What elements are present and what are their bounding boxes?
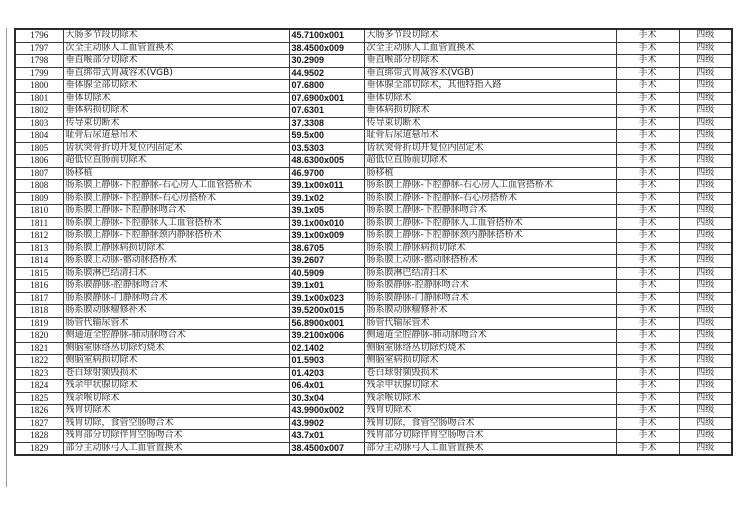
row-number-cell: 1813 [15,242,63,255]
row-number-cell: 1806 [15,155,63,168]
code-cell: 38.4500x007 [289,442,364,455]
category-cell: 手术 [616,442,679,455]
row-number-cell: 1807 [15,167,63,180]
level-cell: 四级 [679,380,732,393]
code-cell: 39.1x00x009 [289,230,364,243]
category-cell: 手术 [616,92,679,105]
level-cell: 四级 [679,305,732,318]
level-cell: 四级 [679,142,732,155]
row-number-cell: 1812 [15,230,63,243]
code-cell: 43.7x01 [289,430,364,443]
procedure-name-cell: 垂体腺全部切除术 [63,80,289,93]
procedure-name-cell: 肠系膜上静脉-下腔静脉人工血管搭桥术 [63,217,289,230]
code-cell: 07.6900x001 [289,92,364,105]
table-row [15,292,732,305]
category-cell: 手术 [616,29,679,42]
level-cell: 四级 [679,180,732,193]
code-cell: 46.9700 [289,167,364,180]
procedure-name-cell: 次全主动脉人工血管置换术 [63,42,289,55]
procedure-name-cell: 超低位直肠前切除术 [63,155,289,168]
category-cell: 手术 [616,230,679,243]
procedure-name-2-cell: 肠系膜上静脉-下腔静脉颈内静脉搭桥术 [364,230,616,243]
procedure-name-cell: 垂直喉部分切除术 [63,55,289,68]
table-row [15,230,732,243]
code-cell: 39.2100x006 [289,330,364,343]
level-cell: 四级 [679,167,732,180]
procedure-name-2-cell: 苍白球射频毁损术 [364,367,616,380]
category-cell: 手术 [616,342,679,355]
table-row [15,367,732,380]
procedure-name-cell: 侧脑室脉络丛切除灼烧术 [63,342,289,355]
row-number-cell: 1818 [15,305,63,318]
row-number-cell: 1826 [15,405,63,418]
code-cell: 39.5200x015 [289,305,364,318]
level-cell: 四级 [679,367,732,380]
procedure-name-2-cell: 残余喉切除术 [364,392,616,405]
procedure-name-cell: 耻骨后尿道悬吊术 [63,130,289,143]
category-cell: 手术 [616,267,679,280]
table-row [15,192,732,205]
row-number-cell: 1819 [15,317,63,330]
procedure-name-2-cell: 肠系膜上静脉-下腔静脉人工血管搭桥术 [364,217,616,230]
code-cell: 03.5303 [289,142,364,155]
level-cell: 四级 [679,405,732,418]
code-cell: 07.6800 [289,80,364,93]
level-cell: 四级 [679,92,732,105]
category-cell: 手术 [616,217,679,230]
table-row [15,242,732,255]
level-cell: 四级 [679,330,732,343]
code-cell: 39.1x01 [289,280,364,293]
row-number-cell: 1801 [15,92,63,105]
procedure-name-cell: 残胃切除，食管空肠吻合术 [63,417,289,430]
level-cell: 四级 [679,117,732,130]
table-row [15,117,732,130]
code-cell: 39.1x05 [289,205,364,218]
table-row [15,355,732,368]
table-row [15,217,732,230]
table-row [15,205,732,218]
row-number-cell: 1828 [15,430,63,443]
procedure-name-cell: 侧通道全腔静脉-肺动脉吻合术 [63,330,289,343]
category-cell: 手术 [616,292,679,305]
table-row [15,392,732,405]
row-number-cell: 1805 [15,142,63,155]
category-cell: 手术 [616,255,679,268]
category-cell: 手术 [616,330,679,343]
code-cell: 39.1x02 [289,192,364,205]
level-cell: 四级 [679,192,732,205]
table-row [15,405,732,418]
row-number-cell: 1802 [15,105,63,118]
row-number-cell: 1815 [15,267,63,280]
code-cell: 39.2607 [289,255,364,268]
table-row [15,92,732,105]
procedure-name-2-cell: 齿状突骨折切开复位内固定术 [364,142,616,155]
code-cell: 38.4500x009 [289,42,364,55]
level-cell: 四级 [679,230,732,243]
table-row [15,380,732,393]
level-cell: 四级 [679,67,732,80]
procedure-name-2-cell: 大肠多节段切除术 [364,29,616,42]
procedure-name-cell: 肠系膜上静脉-下腔静脉颈内静脉搭桥术 [63,230,289,243]
row-number-cell: 1829 [15,442,63,455]
row-number-cell: 1799 [15,67,63,80]
table-row [15,305,732,318]
row-number-cell: 1825 [15,392,63,405]
row-number-cell: 1810 [15,205,63,218]
table-row [15,155,732,168]
table-row [15,105,732,118]
category-cell: 手术 [616,167,679,180]
category-cell: 手术 [616,405,679,418]
procedure-name-2-cell: 部分主动脉弓人工血管置换术 [364,442,616,455]
procedure-name-2-cell: 侧脑室脉络丛切除灼烧术 [364,342,616,355]
procedure-name-cell: 部分主动脉弓人工血管置换术 [63,442,289,455]
category-cell: 手术 [616,117,679,130]
procedure-name-2-cell: 垂直绑带式胃减容术(VGB) [364,67,616,80]
page-edge-line [6,28,7,487]
category-cell: 手术 [616,80,679,93]
code-cell: 39.1x00x011 [289,180,364,193]
procedure-name-cell: 肠系膜静脉-腔静脉吻合术 [63,280,289,293]
level-cell: 四级 [679,155,732,168]
table-row [15,80,732,93]
procedure-name-2-cell: 垂体病损切除术 [364,105,616,118]
procedure-name-2-cell: 肠系膜静脉-腔静脉吻合术 [364,280,616,293]
level-cell: 四级 [679,355,732,368]
table-row [15,180,732,193]
procedure-name-cell: 残胃部分切除伴胃空肠吻合术 [63,430,289,443]
category-cell: 手术 [616,317,679,330]
code-cell: 30.2909 [289,55,364,68]
row-number-cell: 1808 [15,180,63,193]
table-row [15,29,732,42]
table-row [15,317,732,330]
level-cell: 四级 [679,417,732,430]
procedure-name-cell: 肠系膜上静脉-下腔静脉-右心房搭桥术 [63,192,289,205]
level-cell: 四级 [679,130,732,143]
level-cell: 四级 [679,342,732,355]
category-cell: 手术 [616,42,679,55]
code-cell: 48.6300x005 [289,155,364,168]
procedure-name-2-cell: 肠系膜淋巴结清扫术 [364,267,616,280]
level-cell: 四级 [679,55,732,68]
procedure-table-body [15,29,732,455]
row-number-cell: 1822 [15,355,63,368]
row-number-cell: 1804 [15,130,63,143]
table-row [15,130,732,143]
code-cell: 56.8900x001 [289,317,364,330]
level-cell: 四级 [679,430,732,443]
procedure-name-cell: 肠系膜静脉-门静脉吻合术 [63,292,289,305]
procedure-name-cell: 垂体病损切除术 [63,105,289,118]
row-number-cell: 1803 [15,117,63,130]
table-row [15,267,732,280]
code-cell: 39.1x00x010 [289,217,364,230]
category-cell: 手术 [616,142,679,155]
row-number-cell: 1823 [15,367,63,380]
code-cell: 37.3308 [289,117,364,130]
category-cell: 手术 [616,280,679,293]
code-cell: 43.9900x002 [289,405,364,418]
row-number-cell: 1798 [15,55,63,68]
row-number-cell: 1816 [15,280,63,293]
procedure-name-cell: 残余甲状腺切除术 [63,380,289,393]
table-row [15,67,732,80]
procedure-name-2-cell: 残胃切除术 [364,405,616,418]
level-cell: 四级 [679,255,732,268]
row-number-cell: 1817 [15,292,63,305]
category-cell: 手术 [616,392,679,405]
category-cell: 手术 [616,180,679,193]
table-row [15,342,732,355]
procedure-name-2-cell: 肠系膜上静脉病损切除术 [364,242,616,255]
row-number-cell: 1821 [15,342,63,355]
procedure-name-2-cell: 垂体腺全部切除术，其他特指入路 [364,80,616,93]
table-row [15,142,732,155]
code-cell: 59.5x00 [289,130,364,143]
level-cell: 四级 [679,217,732,230]
code-cell: 45.7100x001 [289,29,364,42]
procedure-name-cell: 齿状突骨折切开复位内固定术 [63,142,289,155]
procedure-name-2-cell: 残胃部分切除伴胃空肠吻合术 [364,430,616,443]
table-row [15,167,732,180]
category-cell: 手术 [616,355,679,368]
procedure-name-2-cell: 超低位直肠前切除术 [364,155,616,168]
procedure-name-2-cell: 肠管代输尿管术 [364,317,616,330]
row-number-cell: 1796 [15,29,63,42]
level-cell: 四级 [679,242,732,255]
procedure-name-2-cell: 垂直喉部分切除术 [364,55,616,68]
procedure-name-cell: 肠管代输尿管术 [63,317,289,330]
code-cell: 43.9902 [289,417,364,430]
procedure-name-2-cell: 次全主动脉人工血管置换术 [364,42,616,55]
procedure-name-2-cell: 残余甲状腺切除术 [364,380,616,393]
procedure-name-cell: 肠系膜上静脉-下腔静脉-右心房人工血管搭桥术 [63,180,289,193]
code-cell: 38.6705 [289,242,364,255]
row-number-cell: 1820 [15,330,63,343]
category-cell: 手术 [616,305,679,318]
level-cell: 四级 [679,292,732,305]
level-cell: 四级 [679,205,732,218]
procedure-name-2-cell: 肠系膜上动脉-髂动脉搭桥术 [364,255,616,268]
procedure-name-cell: 传导束切断术 [63,117,289,130]
category-cell: 手术 [616,417,679,430]
row-number-cell: 1800 [15,80,63,93]
category-cell: 手术 [616,105,679,118]
level-cell: 四级 [679,267,732,280]
code-cell: 30.3x04 [289,392,364,405]
procedure-name-2-cell: 传导束切断术 [364,117,616,130]
code-cell: 01.4203 [289,367,364,380]
procedure-name-cell: 肠移植 [63,167,289,180]
table-row [15,280,732,293]
procedure-name-cell: 肠系膜淋巴结清扫术 [63,267,289,280]
table-row [15,430,732,443]
procedure-name-cell: 残胃切除术 [63,405,289,418]
procedure-name-2-cell: 肠系膜静脉-门静脉吻合术 [364,292,616,305]
code-cell: 40.5909 [289,267,364,280]
table-row [15,255,732,268]
code-cell: 01.5903 [289,355,364,368]
procedure-name-2-cell: 侧脑室病损切除术 [364,355,616,368]
procedure-name-cell: 肠系膜上动脉-髂动脉搭桥术 [63,255,289,268]
procedure-name-2-cell: 垂体切除术 [364,92,616,105]
level-cell: 四级 [679,392,732,405]
row-number-cell: 1824 [15,380,63,393]
category-cell: 手术 [616,242,679,255]
code-cell: 44.9502 [289,67,364,80]
procedure-name-cell: 垂体切除术 [63,92,289,105]
row-number-cell: 1811 [15,217,63,230]
procedure-name-cell: 苍白球射频毁损术 [63,367,289,380]
category-cell: 手术 [616,205,679,218]
procedure-name-cell: 垂直绑带式胃减容术(VGB) [63,67,289,80]
procedure-name-2-cell: 肠系膜上静脉-下腔静脉-右心房人工血管搭桥术 [364,180,616,193]
level-cell: 四级 [679,80,732,93]
procedure-name-2-cell: 肠移植 [364,167,616,180]
procedure-name-cell: 大肠多节段切除术 [63,29,289,42]
procedure-name-2-cell: 残胃切除，食管空肠吻合术 [364,417,616,430]
category-cell: 手术 [616,130,679,143]
procedure-name-cell: 肠系膜上静脉病损切除术 [63,242,289,255]
table-row [15,417,732,430]
level-cell: 四级 [679,105,732,118]
row-number-cell: 1814 [15,255,63,268]
level-cell: 四级 [679,29,732,42]
table-row [15,42,732,55]
category-cell: 手术 [616,380,679,393]
procedure-name-cell: 肠系膜动脉瘤修补术 [63,305,289,318]
row-number-cell: 1809 [15,192,63,205]
level-cell: 四级 [679,317,732,330]
procedure-name-2-cell: 侧通道全腔静脉-肺动脉吻合术 [364,330,616,343]
table-row [15,442,732,455]
level-cell: 四级 [679,280,732,293]
category-cell: 手术 [616,55,679,68]
code-cell: 06.4x01 [289,380,364,393]
table-row [15,55,732,68]
procedure-name-cell: 残余喉切除术 [63,392,289,405]
category-cell: 手术 [616,67,679,80]
procedure-name-2-cell: 耻骨后尿道悬吊术 [364,130,616,143]
code-cell: 07.6301 [289,105,364,118]
category-cell: 手术 [616,192,679,205]
code-cell: 02.1402 [289,342,364,355]
category-cell: 手术 [616,367,679,380]
level-cell: 四级 [679,442,732,455]
procedure-name-2-cell: 肠系膜上静脉-下腔静脉-右心房搭桥术 [364,192,616,205]
procedure-name-2-cell: 肠系膜上静脉-下腔静脉吻合术 [364,205,616,218]
row-number-cell: 1827 [15,417,63,430]
category-cell: 手术 [616,430,679,443]
procedure-name-cell: 侧脑室病损切除术 [63,355,289,368]
category-cell: 手术 [616,155,679,168]
code-cell: 39.1x00x023 [289,292,364,305]
row-number-cell: 1797 [15,42,63,55]
procedure-table [14,28,733,456]
level-cell: 四级 [679,42,732,55]
table-row [15,330,732,343]
procedure-name-2-cell: 肠系膜动脉瘤修补术 [364,305,616,318]
procedure-name-cell: 肠系膜上静脉-下腔静脉吻合术 [63,205,289,218]
